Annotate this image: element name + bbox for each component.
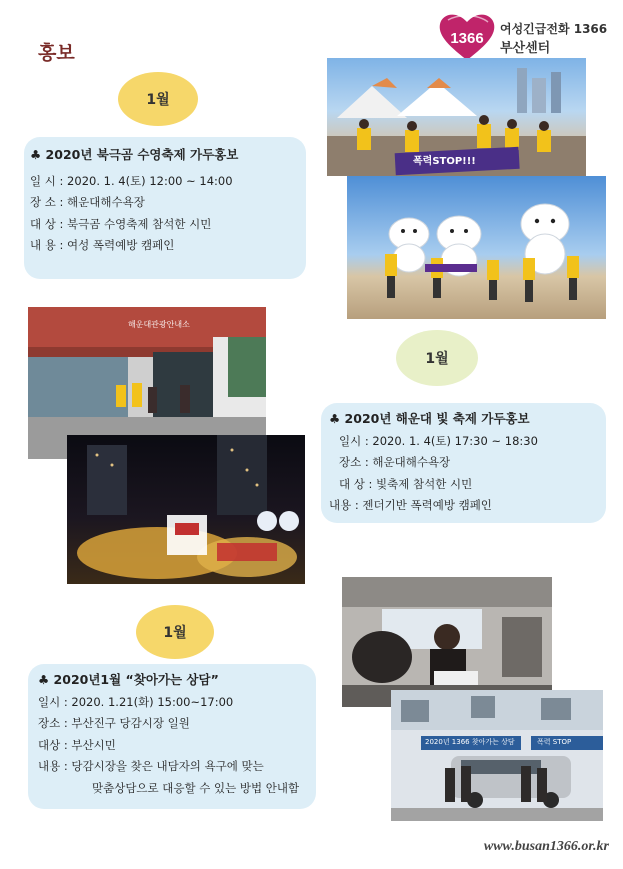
event-card-1-content: 내 용 : 여성 폭력예방 캠페인 [30, 238, 175, 252]
photo-car-counseling-drawing [342, 577, 552, 707]
photo-car-counseling [342, 577, 552, 707]
event-card-1-target: 대 상 : 북극곰 수영축제 참석한 시민 [30, 216, 212, 231]
month-badge-1: 1월 [118, 72, 198, 126]
photo-counseling-van [391, 690, 603, 821]
logo-line2: 부산센터 [500, 41, 551, 56]
event-card-2 [321, 403, 606, 523]
center-logo [438, 10, 618, 62]
photo-light-festival [67, 435, 305, 584]
event-card-3 [28, 664, 316, 809]
event-card-2-target: 대 상 : 빛축제 참석한 시민 [339, 476, 473, 491]
event-card-2-content: 내용 : 젠더기반 폭력예방 캠페인 [329, 498, 492, 512]
month-badge-2: 1월 [396, 330, 478, 386]
photo-info-center-sign: 해운대관광안내소 [128, 320, 190, 329]
photo-van-banner-left: 2020년 1366 찾아가는 상담 [425, 738, 515, 746]
event-card-1-date: 일 시 : 2020. 1. 4(토) 12:00 ~ 14:00 [30, 173, 233, 188]
photo-counseling-van-drawing [391, 690, 603, 821]
photo-van-banner-right: 폭력 STOP [537, 738, 572, 746]
event-card-1 [24, 137, 306, 279]
photo-beach-campaign [327, 58, 586, 176]
logo-line1: 여성긴급전화 1366 [500, 22, 608, 36]
photo-polar-bear-drawing [347, 176, 606, 319]
photo-light-festival-drawing [67, 435, 305, 584]
event-card-2-date: 일시 : 2020. 1. 4(토) 17:30 ~ 18:30 [339, 433, 538, 448]
event-card-2-place: 장소 : 해운대해수욕장 [339, 455, 451, 469]
event-card-1-place: 장 소 : 해운대해수욕장 [30, 195, 145, 209]
month-badge-3: 1월 [136, 605, 214, 659]
heart-logo-icon [438, 10, 496, 62]
heart-logo-text: 1366 [450, 30, 484, 47]
event-card-3-content-cont: 맞춤상담으로 대응할 수 있는 방법 안내함 [92, 780, 300, 795]
footer-website-link[interactable]: www.busan1366.or.kr [483, 839, 609, 854]
event-card-3-place: 장소 : 부산진구 당감시장 일원 [38, 716, 190, 730]
event-card-3-target: 대상 : 부산시민 [38, 737, 116, 752]
event-card-2-heading: ♣ 2020년 해운대 빛 축제 가두홍보 [329, 411, 530, 426]
page-title: 홍보 [38, 42, 75, 64]
event-card-3-heading: ♣ 2020년1월 “찾아가는 상담” [38, 672, 219, 687]
event-card-1-heading: ♣ 2020년 북극곰 수영축제 가두홍보 [30, 147, 239, 162]
event-card-3-content: 내용 : 당감시장을 찾은 내담자의 욕구에 맞는 [38, 759, 264, 773]
photo-polar-bear-mascots [347, 176, 606, 319]
photo-beach-banner-text: 폭력STOP!!! [413, 156, 476, 167]
event-card-3-date: 일시 : 2020. 1.21(화) 15:00~17:00 [38, 694, 234, 709]
